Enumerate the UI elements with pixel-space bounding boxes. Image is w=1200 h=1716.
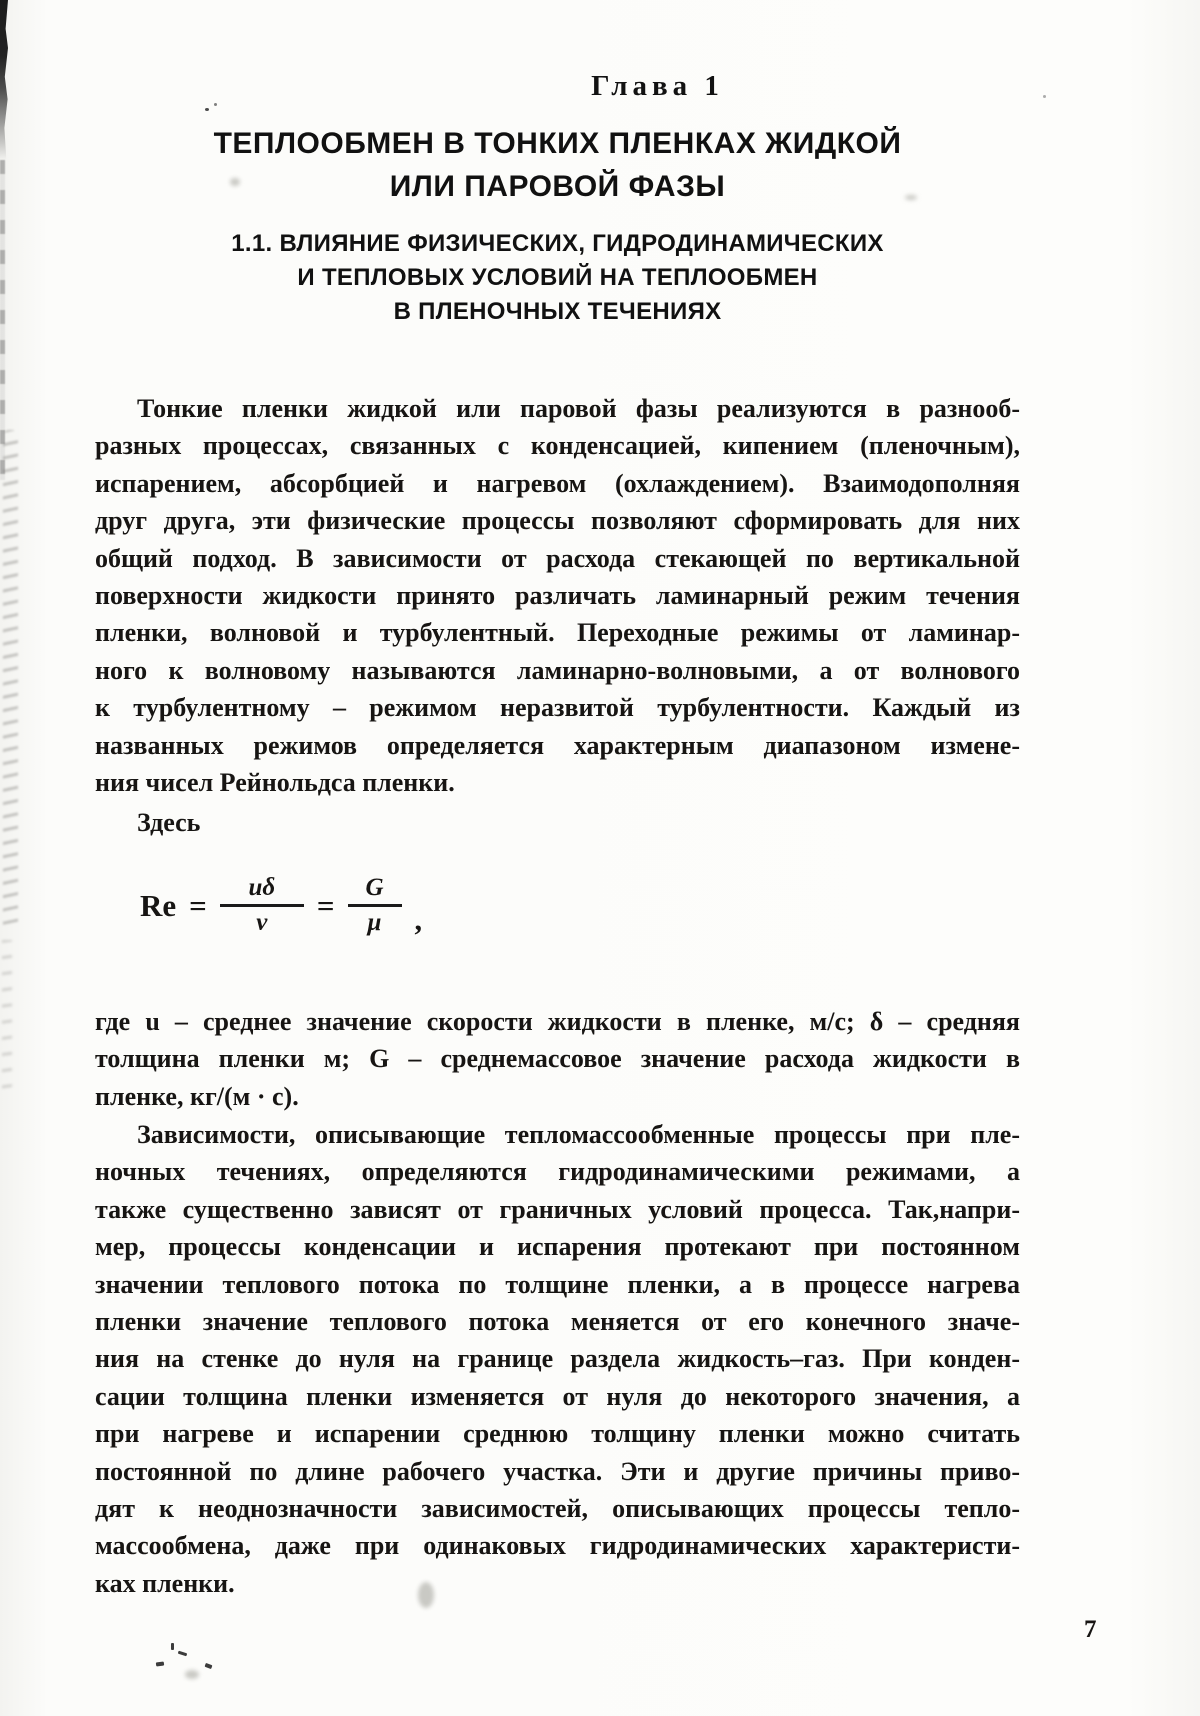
scan-speck [205,1663,213,1669]
text-line: испарением, абсорбцией и нагревом (охлаждением). Взаимодополняя [95,468,1020,498]
fraction-u-delta-over-nu [220,874,304,937]
text-line: Тонкие пленки жидкой или паровой фазы реализуются в разнооб- [137,394,1020,423]
fraction-numerator: uδ [248,874,276,901]
text-line: общий подход. В зависимости от расхода стекающей по вертикальной [95,543,1020,573]
scan-margin-noise [2,940,12,1100]
text-line: Здесь [137,808,201,837]
text-line: ИЛИ ПАРОВОЙ ФАЗЫ [389,170,726,203]
paragraph-zdes [95,804,1020,841]
text-line: ках пленки. [95,1568,235,1598]
fraction-denominator: ν [256,909,268,936]
fraction-numerator: G [365,874,384,901]
paragraph-intro [95,390,1020,801]
text-line: толщина пленки м; G – среднемассовое значение расхода жидкости в [95,1044,1020,1074]
page-number: 7 [1084,1616,1097,1643]
scan-speck [178,1651,187,1657]
text-line: 1.1. ВЛИЯНИЕ ФИЗИЧЕСКИХ, ГИДРОДИНАМИЧЕСКИХ [231,230,884,257]
formula-comma: , [414,903,422,937]
paragraph-main [95,1116,1020,1602]
text-line: пленки значение теплового потока меняется от его конечного значе- [95,1307,1020,1337]
text-line: ния чисел Рейнольдса пленки. [95,768,455,798]
text-line: пленки, волновой и турбулентный. Переходные режимы от ламинар- [95,618,1020,648]
chapter-title [95,122,1020,208]
text-line: массообмена, даже при одинаковых гидродинамических характеристи- [95,1531,1020,1561]
scan-speck [156,1661,164,1666]
text-line: ния на стенке до нуля на границе раздела жидкость–газ. При конден- [95,1344,1020,1374]
fraction-denominator: μ [367,909,382,936]
text-line: пленке, кг/(м · с). [95,1081,299,1111]
text-line: ночных течениях, определяются гидродинамическими режимами, а [95,1157,1020,1187]
text-line: мер, процессы конденсации и испарения протекают при постоянном [95,1232,1020,1262]
fraction-g-over-mu [348,874,402,937]
text-line: постоянной по длине рабочего участка. Эти и другие причины приво- [95,1456,1020,1486]
text-line: друг друга, эти физические процессы позволяют сформировать для них [95,506,1020,536]
scan-speck [205,108,209,111]
reynolds-number-formula [140,874,422,937]
text-line: значении теплового потока по толщине пленки, а в процессе нагрева [95,1269,1020,1299]
text-line: где u – среднее значение скорости жидкости в пленке, м/с; δ – средняя [95,1007,1020,1036]
paragraph-where-definitions [95,1003,1020,1115]
text-line: при нагреве и испарении среднюю толщину пленки можно считать [95,1419,1020,1449]
text-line: также существенно зависят от граничных условий процесса. Так,напри- [95,1194,1020,1224]
text-line: к турбулентному – режимом неразвитой турбулентности. Каждый из [95,693,1020,723]
scan-margin-noise [3,430,18,930]
scan-smudge [185,1670,199,1679]
equals-sign: = [189,887,207,923]
text-line: В ПЛЕНОЧНЫХ ТЕЧЕНИЯХ [393,298,722,325]
equals-sign: = [316,887,335,923]
formula-lhs: Re [140,887,177,923]
scan-binding-artifact-faded [0,160,5,480]
text-line: названных режимов определяется характерным диапазоном измене- [95,730,1020,760]
scan-binding-artifact [0,0,8,160]
text-line: ного к волновому называются ламинарно-волновыми, а от волнового [95,655,1020,685]
text-line: дят к неоднозначности зависимостей, описывающих процессы тепло- [95,1494,1020,1524]
scan-speck [171,1643,174,1650]
text-line: И ТЕПЛОВЫХ УСЛОВИЙ НА ТЕПЛООБМЕН [297,264,818,291]
scan-speck [214,103,217,106]
fraction-bar [220,904,304,907]
text-line: разных процессах, связанных с конденсацией, кипением (пленочным), [95,431,1020,461]
text-line: Зависимости, описывающие тепломассообменные процессы при пле- [137,1120,1020,1149]
section-heading [95,227,1020,329]
text-line: сации толщина пленки изменяется от нуля до некоторого значения, а [95,1381,1020,1411]
text-line: поверхности жидкости принято различать ламинарный режим течения [95,581,1020,611]
text-line: ТЕПЛООБМЕН В ТОНКИХ ПЛЕНКАХ ЖИДКОЙ [213,127,902,160]
fraction-bar [348,904,402,907]
chapter-label: Глава 1 [591,70,724,102]
